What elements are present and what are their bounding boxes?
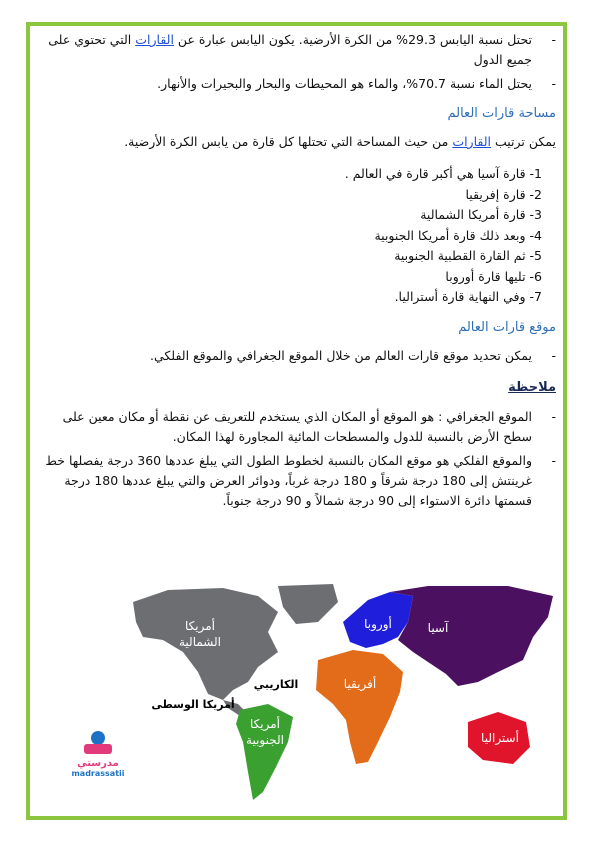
map-label-africa: أفريقيا bbox=[343, 677, 377, 691]
map-label-south-america-1: أمريكا bbox=[249, 717, 281, 731]
area-paragraph bbox=[40, 132, 556, 152]
note-bullet-1 bbox=[40, 407, 556, 447]
area-para-b: من حيث المساحة التي تحتلها كل قارة من يابس الكرة الأرضية. bbox=[124, 134, 453, 149]
map-label-australia: أستراليا bbox=[481, 731, 519, 745]
note-title: ملاحظة bbox=[508, 379, 556, 395]
area-para-a: يمكن ترتيب bbox=[491, 134, 556, 149]
continents-link-2[interactable]: القارات bbox=[452, 134, 492, 149]
logo-latin-text: madrassatii bbox=[71, 769, 125, 778]
world-continents-map bbox=[128, 582, 558, 804]
note-bullet-2-text: والموقع الفلكي هو موقع المكان بالنسبة لخطوط الطول التي يبلغ عددها 360 درجة يفصلها خط غرينتش إلى 180 درجة شرقاً و 180 درجة غرباً، ودوائر العرض والتي يبلغ عددها 180 درجة قسمتها دائرة الاستواء إلى 90 درجة شمالاً و 90 درجة جنوباً. bbox=[45, 452, 532, 508]
map-label-europe: أوروبا bbox=[364, 617, 392, 631]
location-bullet bbox=[40, 346, 556, 366]
bullet-dash: - bbox=[551, 347, 556, 363]
madrassatii-logo bbox=[68, 728, 128, 788]
note-bullet-2 bbox=[40, 451, 556, 511]
map-svg bbox=[128, 582, 558, 804]
intro-bullet-2 bbox=[40, 74, 556, 94]
intro-bullet-1-text-a: تحتل نسبة اليابس 29.3% من الكرة الأرضية. يكون اليابس عبارة عن bbox=[173, 32, 532, 47]
list-item: 4- وبعد ذلك قارة أمريكا الجنوبية bbox=[374, 227, 542, 243]
intro-bullet-1-text-b: التي تحتوي على جميع الدول bbox=[48, 32, 532, 67]
bullet-dash: - bbox=[551, 76, 556, 91]
list-item: 2- قارة إفريقيا bbox=[465, 186, 542, 202]
bullet-dash: - bbox=[551, 408, 556, 424]
note-bullet-1-text: الموقع الجغرافي : هو الموقع أو المكان الذي يستخدم للتعريف عن نقطة أو مكان معين على سطح الأرض بالنسبة للدول والمسطحات المائية المجاورة لهذا المكان. bbox=[62, 408, 532, 444]
intro-bullet-2-text: يحتل الماء نسبة 70.7%، والماء هو المحيطات والبحار والبحيرات والأنهار. bbox=[157, 76, 532, 91]
continents-link[interactable]: القارات bbox=[135, 32, 174, 47]
continent-ranking-list bbox=[40, 164, 556, 308]
map-label-south-america-2: الجنوبية bbox=[246, 733, 284, 747]
document-body bbox=[40, 30, 556, 511]
bullet-dash: - bbox=[551, 452, 556, 468]
list-item: 1- قارة آسيا هي أكبر قارة في العالم . bbox=[344, 166, 542, 181]
logo-icon bbox=[78, 728, 118, 758]
location-heading: موقع قارات العالم bbox=[458, 319, 556, 335]
africa-shape bbox=[316, 650, 403, 764]
asia-shape bbox=[390, 586, 553, 686]
map-label-asia: آسيا bbox=[427, 621, 449, 635]
list-item: 5- ثم القارة القطبية الجنوبية bbox=[394, 248, 542, 263]
list-item: 6- تليها قارة أوروبا bbox=[445, 268, 542, 284]
list-item: 7- وفي النهاية قارة أستراليا. bbox=[394, 289, 542, 304]
map-label-caribbean: الكاريبي bbox=[253, 678, 299, 691]
map-label-central-america: أمريكا الوسطى bbox=[151, 698, 235, 711]
bullet-dash: - bbox=[551, 32, 556, 47]
location-bullet-text: يمكن تحديد موقع قارات العالم من خلال الموقع الجغرافي والموقع الفلكي. bbox=[150, 347, 532, 363]
map-label-north-america-2: الشمالية bbox=[179, 635, 221, 649]
intro-bullet-1 bbox=[40, 30, 556, 70]
greenland-shape bbox=[278, 584, 338, 624]
logo-arabic-text: مدرستي bbox=[77, 758, 119, 769]
list-item: 3- قارة أمريكا الشمالية bbox=[420, 207, 542, 222]
area-heading: مساحة قارات العالم bbox=[447, 106, 556, 121]
map-label-north-america-1: أمريكا bbox=[184, 619, 216, 633]
